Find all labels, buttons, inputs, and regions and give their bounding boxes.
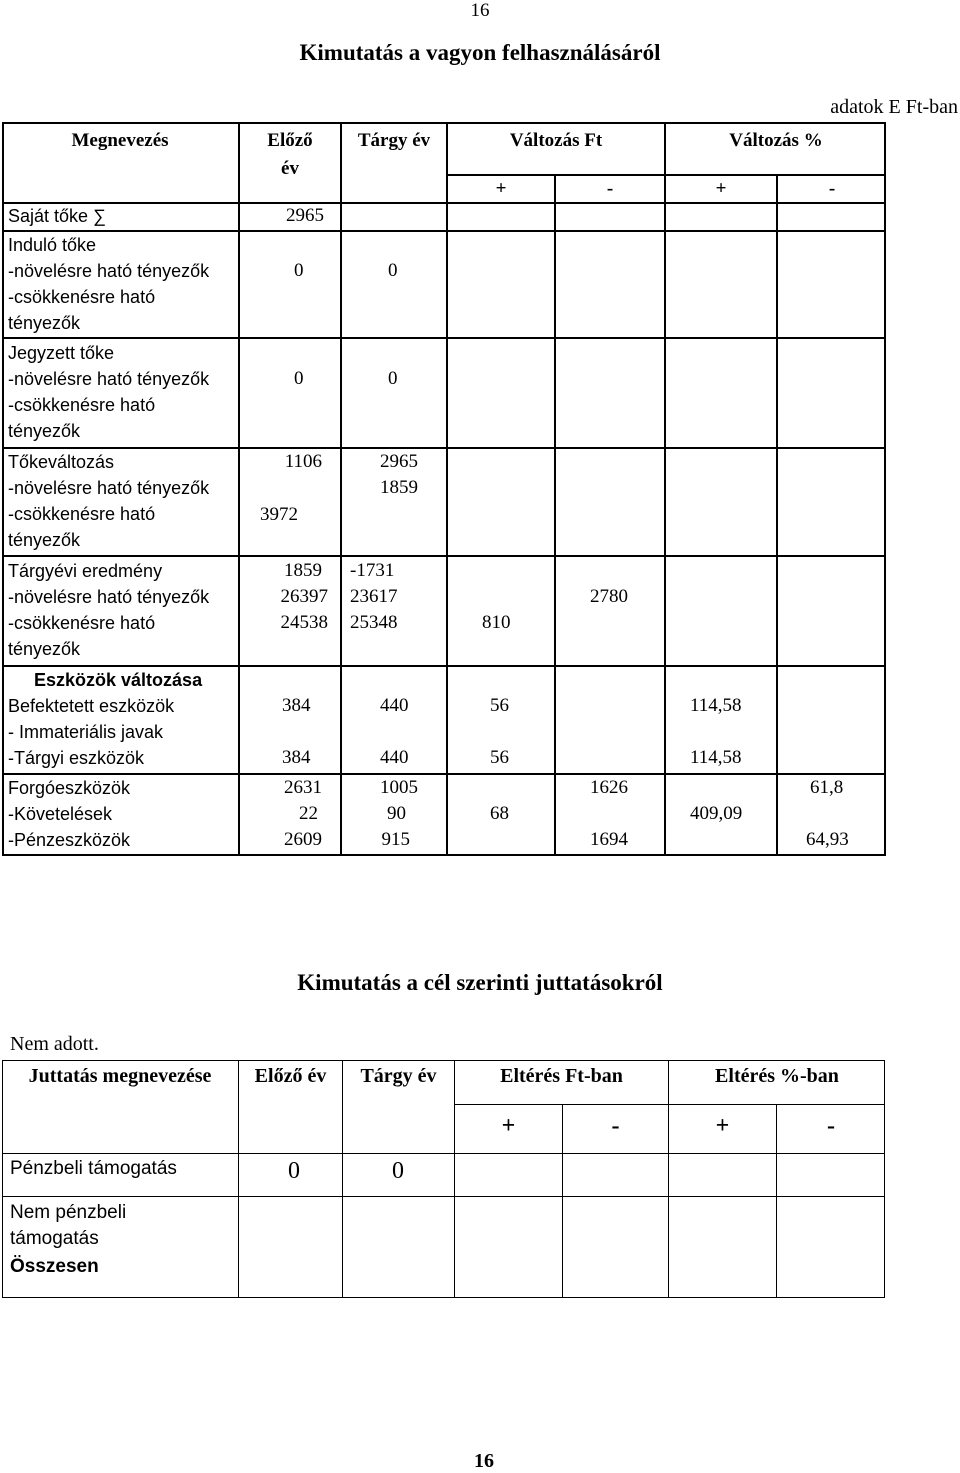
col-divider bbox=[342, 1060, 343, 1298]
page-title: Kimutatás a vagyon felhasználásáról bbox=[299, 40, 661, 65]
cell-change-pct-minus: 61,8 bbox=[810, 777, 844, 798]
header-plus: + bbox=[495, 178, 507, 199]
cell-curr: 23617 bbox=[350, 586, 398, 607]
cell-curr: 0 bbox=[388, 260, 398, 281]
col-divider bbox=[776, 176, 778, 856]
row-divider bbox=[2, 337, 886, 339]
row-label: -csökkenésre ható bbox=[8, 287, 156, 307]
row-label: Forgóeszközök bbox=[8, 778, 131, 798]
col-divider bbox=[238, 1060, 239, 1298]
col-divider bbox=[668, 1060, 669, 1298]
cell-curr: 25348 bbox=[350, 612, 398, 633]
header-change-pct: Változás % bbox=[729, 130, 823, 151]
row-label: -csökkenésre ható bbox=[8, 504, 156, 524]
unit-note: adatok E Ft-ban bbox=[830, 96, 958, 118]
header-benefit-name: Juttatás megnevezése bbox=[28, 1065, 212, 1087]
header-plus: + bbox=[715, 178, 727, 199]
cell-change-ft-minus: 2780 bbox=[590, 586, 628, 607]
row-label: Induló tőke bbox=[8, 235, 97, 255]
cell-change-pct-plus: 409,09 bbox=[690, 803, 743, 824]
row-label: tényezők bbox=[8, 530, 81, 550]
cell-change-pct-plus: 114,58 bbox=[690, 747, 742, 768]
row-label: tényezők bbox=[8, 421, 81, 441]
row-divider bbox=[2, 1153, 885, 1154]
row-label: -Pénzeszközök bbox=[8, 830, 131, 850]
header-minus: - bbox=[828, 178, 836, 199]
row-label: Pénzbeli támogatás bbox=[10, 1158, 177, 1179]
cell-curr: 1859 bbox=[380, 477, 418, 498]
cell-change-ft-plus: 56 bbox=[490, 747, 509, 768]
cell-change-ft-plus: 56 bbox=[490, 695, 509, 716]
row-divider bbox=[2, 447, 886, 449]
row-label: tényezők bbox=[8, 313, 81, 333]
header-minus: - bbox=[827, 1113, 835, 1139]
row-label: Nem pénzbeli bbox=[10, 1202, 127, 1223]
row-total-label: Összesen bbox=[10, 1256, 99, 1277]
cell-prev: 384 bbox=[282, 747, 311, 768]
row-label: -növelésre ható tényezők bbox=[8, 478, 210, 498]
cell-curr: 90 bbox=[387, 803, 406, 824]
cell-prev: 26397 bbox=[280, 586, 328, 607]
cell-prev: 0 bbox=[294, 260, 304, 281]
cell-prev: 24538 bbox=[280, 612, 328, 633]
cell-change-ft-plus: 810 bbox=[482, 612, 511, 633]
row-divider bbox=[2, 230, 886, 232]
row-divider bbox=[2, 555, 886, 557]
cell-change-ft-minus: 1694 bbox=[590, 829, 628, 850]
col-divider bbox=[554, 176, 556, 856]
cell-prev: 384 bbox=[282, 695, 311, 716]
row-label-section: Eszközök változása bbox=[34, 670, 203, 690]
header-plus: + bbox=[501, 1113, 516, 1139]
row-label: Saját tőke ∑ bbox=[8, 206, 106, 226]
cell-prev: 0 bbox=[288, 1158, 300, 1184]
row-label: tényezők bbox=[8, 639, 81, 659]
header-current-year: Tárgy év bbox=[357, 130, 431, 151]
cell-change-pct-plus: 114,58 bbox=[690, 695, 742, 716]
col-divider bbox=[664, 122, 666, 856]
cell-prev: 1859 bbox=[284, 560, 322, 581]
cell-curr: 0 bbox=[392, 1158, 404, 1184]
cell-curr: 440 bbox=[380, 695, 409, 716]
cell-change-pct-minus: 64,93 bbox=[806, 829, 849, 850]
header-plus: + bbox=[715, 1113, 730, 1139]
row-divider bbox=[454, 1104, 885, 1105]
cell-curr: -1731 bbox=[350, 560, 395, 581]
header-change-ft: Változás Ft bbox=[509, 130, 603, 151]
header-prev-year-2: év bbox=[281, 158, 299, 179]
col-divider bbox=[446, 122, 448, 856]
row-label: -növelésre ható tényezők bbox=[8, 587, 210, 607]
row-label: -csökkenésre ható bbox=[8, 395, 156, 415]
row-label: Tőkeváltozás bbox=[8, 452, 115, 472]
row-label: -Követelések bbox=[8, 804, 113, 824]
row-label: Tárgyévi eredmény bbox=[8, 561, 163, 581]
cell-curr: 0 bbox=[388, 368, 398, 389]
row-label: -Tárgyi eszközök bbox=[8, 748, 145, 768]
col-divider bbox=[238, 122, 240, 856]
cell-change-ft-plus: 68 bbox=[490, 803, 509, 824]
header-current-year: Tárgy év bbox=[360, 1065, 437, 1087]
cell-curr: 1005 bbox=[380, 777, 418, 798]
col-divider bbox=[454, 1060, 455, 1298]
header-prev-year: Előző év bbox=[254, 1065, 327, 1087]
row-label: támogatás bbox=[10, 1228, 99, 1249]
row-divider bbox=[2, 1196, 885, 1197]
cell-change-ft-minus: 1626 bbox=[590, 777, 628, 798]
page-number-top: 16 bbox=[470, 0, 490, 21]
cell-prev: 2965 bbox=[286, 205, 324, 226]
status-text: Nem adott. bbox=[10, 1033, 99, 1055]
row-label: Befektetett eszközök bbox=[8, 696, 175, 716]
cell-prev: 1106 bbox=[284, 451, 322, 472]
row-label: -növelésre ható tényezők bbox=[8, 261, 210, 281]
row-label: -csökkenésre ható bbox=[8, 613, 156, 633]
page-number-bottom: 16 bbox=[474, 1450, 494, 1472]
cell-prev: 2609 bbox=[284, 829, 322, 850]
cell-prev: 22 bbox=[299, 803, 318, 824]
row-label: Jegyzett tőke bbox=[8, 343, 115, 363]
cell-prev: 3972 bbox=[260, 504, 298, 525]
row-label: - Immateriális javak bbox=[8, 722, 164, 742]
cell-curr: 2965 bbox=[380, 451, 418, 472]
section-title: Kimutatás a cél szerinti juttatásokról bbox=[297, 970, 663, 995]
header-prev-year: Előző bbox=[267, 130, 313, 151]
cell-curr: 440 bbox=[380, 747, 409, 768]
row-label: -növelésre ható tényezők bbox=[8, 369, 210, 389]
header-diff-ft: Eltérés Ft-ban bbox=[500, 1065, 623, 1087]
header-diff-pct: Eltérés %-ban bbox=[715, 1065, 839, 1087]
cell-prev: 0 bbox=[294, 368, 304, 389]
row-divider bbox=[2, 202, 886, 204]
cell-prev: 2631 bbox=[284, 777, 322, 798]
header-minus: - bbox=[606, 178, 614, 199]
header-minus: - bbox=[611, 1113, 620, 1139]
header-name: Megnevezés bbox=[71, 130, 169, 151]
cell-curr: 915 bbox=[381, 829, 410, 850]
row-divider bbox=[2, 773, 886, 775]
